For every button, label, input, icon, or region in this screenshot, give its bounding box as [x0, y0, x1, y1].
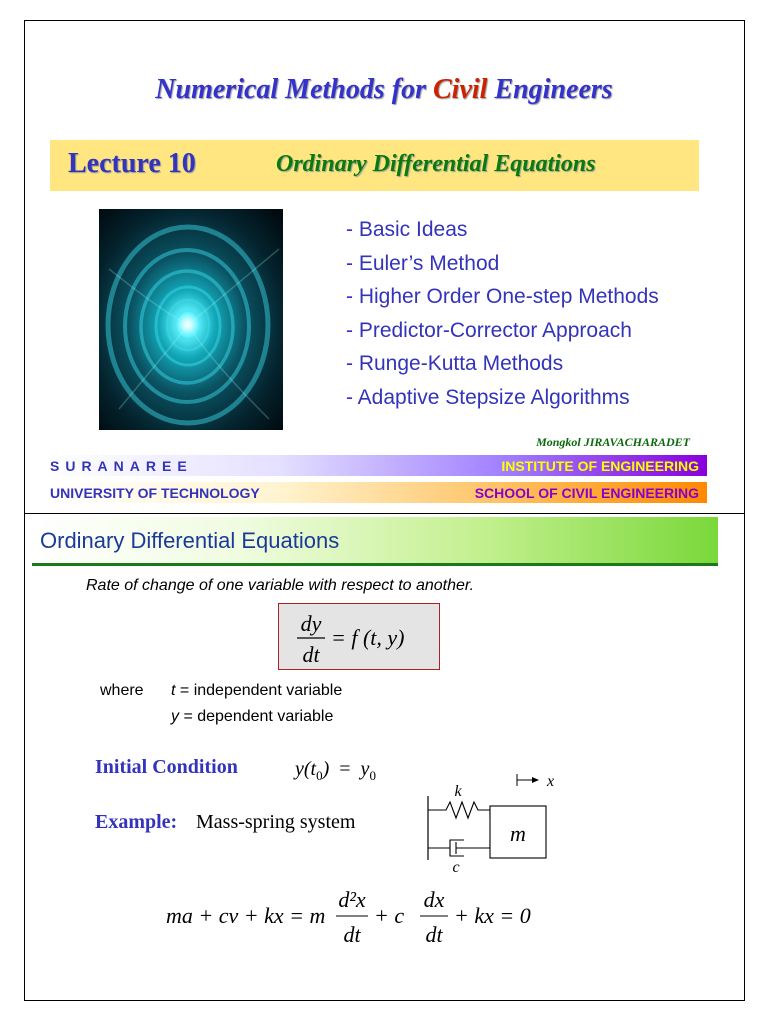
lecture-banner [50, 140, 699, 191]
title-accent-word: Civil [432, 74, 488, 105]
topic-item: - Runge-Kutta Methods [346, 352, 564, 376]
topic-item: - Adaptive Stepsize Algorithms [346, 385, 630, 409]
mass-spring-diagram [420, 766, 560, 876]
section-header-underline [32, 563, 718, 566]
ic-rhs-subscript: 0 [369, 768, 376, 783]
lecture-number: Lecture 10 [68, 148, 196, 179]
topic-list [346, 216, 659, 418]
section-title: Ordinary Differential Equations [40, 528, 340, 553]
equation-of-motion [166, 884, 546, 946]
slide-divider [24, 513, 745, 514]
eom-term2-numerator: dx [423, 887, 445, 912]
eom-term2-denominator: dt [425, 922, 443, 946]
eom-term1-numerator: d²x [338, 887, 366, 912]
where-label: where [100, 682, 144, 699]
var-definition: = dependent variable [179, 708, 334, 725]
lecture-topic: Ordinary Differential Equations [276, 151, 596, 177]
ic-lhs-close: ) [322, 758, 330, 780]
var-definition: = independent variable [175, 682, 343, 699]
footer-school: SCHOOL OF CIVIL ENGINEERING [474, 485, 699, 501]
variable-definitions [100, 681, 342, 733]
ic-equals: = [339, 758, 351, 780]
footer-bar-bottom [48, 482, 707, 503]
topic-item: - Higher Order One-step Methods [346, 285, 659, 309]
ic-lhs-subscript: 0 [316, 768, 323, 783]
tunnel-image [99, 209, 283, 430]
eom-tail: + kx = 0 [454, 903, 531, 928]
ode-formula-box [278, 603, 440, 670]
ode-numerator: dy [300, 611, 322, 636]
footer-university-type: UNIVERSITY OF TECHNOLOGY [50, 485, 260, 501]
title-part-2: Engineers [487, 74, 613, 105]
title-part-1: Numerical Methods for [155, 74, 433, 105]
topic-item: - Predictor-Corrector Approach [346, 318, 632, 342]
definition-text: Rate of change of one variable with respect to another. [86, 577, 475, 594]
initial-condition-equation [295, 758, 376, 784]
footer-bar-top [48, 455, 707, 476]
eom-lhs: ma + cv + kx = m [166, 903, 326, 928]
ode-rhs: = f (t, y) [331, 625, 405, 650]
footer-university-name: SURANAREE [50, 458, 193, 474]
topic-item: - Basic Ideas [346, 218, 468, 241]
footer-institute: INSTITUTE OF ENGINEERING [501, 458, 699, 474]
topic-item: - Euler’s Method [346, 251, 500, 275]
spring-icon [428, 802, 490, 818]
displacement-label: x [547, 773, 555, 790]
mass-label: m [510, 821, 526, 846]
author-name: Mongkol JIRAVACHARADET [536, 435, 690, 449]
eom-term1-denominator: dt [343, 922, 361, 946]
slide-title [0, 74, 768, 106]
var-symbol: t [171, 682, 176, 699]
example-label: Example: [95, 811, 178, 833]
example-text: Mass-spring system [196, 811, 356, 833]
ic-rhs: y [360, 758, 370, 780]
var-symbol: y [171, 708, 179, 725]
spring-label: k [454, 783, 462, 800]
eom-plus-c: + c [374, 903, 405, 928]
ode-denominator: dt [302, 642, 320, 667]
ic-lhs: y(t [295, 758, 317, 780]
damper-label: c [452, 859, 460, 876]
initial-condition-label: Initial Condition [95, 756, 238, 778]
